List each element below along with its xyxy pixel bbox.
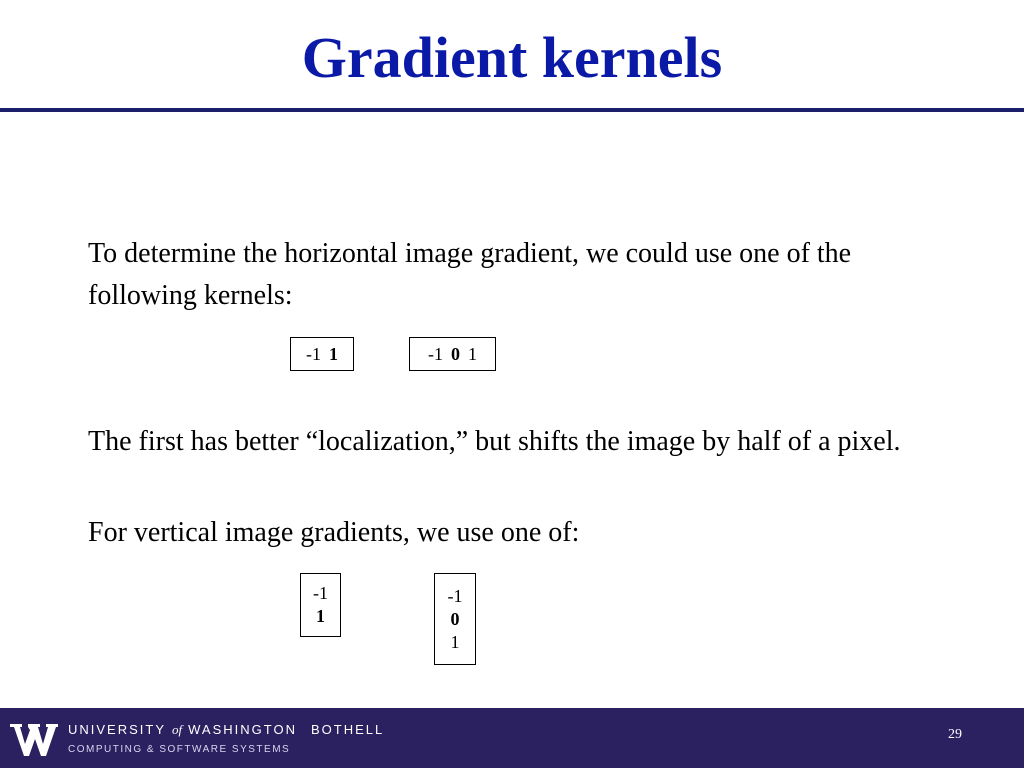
kernel-cell: 0: [450, 608, 460, 629]
kernel-cell: -1: [313, 583, 328, 603]
of-word: of: [172, 722, 183, 737]
kernel-cell: 1: [468, 343, 477, 364]
page-number: 29: [948, 727, 962, 742]
uw-w-logo-icon: [10, 722, 58, 758]
kernel-cell: -1: [447, 585, 463, 606]
university-name: [68, 722, 384, 738]
university-word: UNIVERSITY: [68, 722, 167, 737]
paragraph-localization: The first has better “localization,” but shifts the image by half of a pixel.: [88, 426, 901, 457]
footer-bar: [0, 708, 1024, 768]
department-name: COMPUTING & SOFTWARE SYSTEMS: [68, 744, 291, 755]
kernel-vertical-two-tap: [300, 573, 341, 637]
kernel-horizontal-two-tap: [290, 337, 354, 371]
kernel-vertical-three-tap: [434, 573, 476, 665]
kernel-horizontal-three-tap: [409, 337, 496, 371]
paragraph-horizontal-intro: To determine the horizontal image gradient, we could use one of the following kernels:: [88, 238, 852, 311]
kernel-cell: -1: [306, 343, 321, 364]
paragraph-vertical-intro: For vertical image gradients, we use one of:: [88, 517, 580, 548]
kernel-cell: 1: [450, 631, 460, 652]
kernel-cell: 0: [451, 343, 460, 364]
slide-title: Gradient kernels: [301, 25, 723, 90]
campus-name: BOTHELL: [310, 722, 385, 737]
washington-word: WASHINGTON: [188, 722, 297, 737]
kernel-cell: 1: [316, 606, 325, 626]
title-divider: [0, 108, 1024, 112]
kernel-cell: -1: [428, 343, 443, 364]
kernel-cell: 1: [329, 343, 338, 364]
